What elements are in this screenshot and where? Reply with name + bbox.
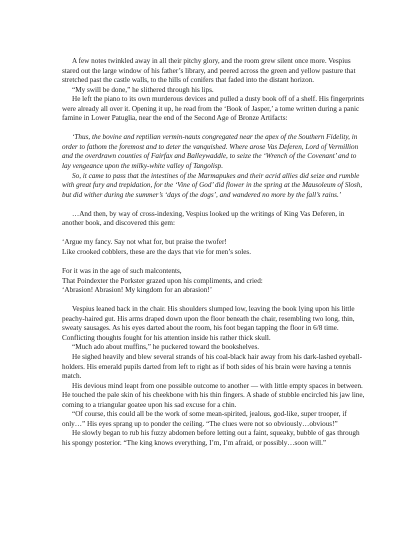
paragraph: “Much ado about muffins,” he puckered toward the bookshelves. <box>72 343 260 352</box>
paragraph: His devious mind leapt from one possible outcome to another — with little empty spaces in between. He touched the pale skin of his cheekbone with his thin fingers. A shade of stubble encircled his jaw line, coming to a triangular goatee upon his sad excuse for a chin. <box>62 381 365 409</box>
verse-line: For it was in the age of such malcontents, <box>62 267 182 276</box>
paragraph-gap <box>62 296 366 306</box>
paragraph: …And then, by way of cross-indexing, Vespius looked up the writings of King Vas Deferen, in another book, and discovered this gem: <box>62 209 345 228</box>
paragraph: He left the piano to its own murderous devices and pulled a dusty book off of a shelf. His fingerprints were already all over it. Opening it up, he read from the ‘Book of Jasper,’ a tome written during a panic famine in Lower Patuglia, near the end of the Second Age of Bronze Artifacts: <box>62 95 365 123</box>
verse-line: ‘Abrasion! Abrasion! My kingdom for an abrasion!’ <box>62 286 213 295</box>
paragraph-gap <box>62 200 366 210</box>
paragraph-gap <box>62 257 366 267</box>
verse-line: Like crooked cobblers, these are the days that vie for men’s soles. <box>62 247 252 256</box>
paragraph: A few notes twinkled away in all their pitchy glory, and the room grew silent once more. Vespius stared out the large window of his father’s library, and peered across the green and yellow pasture that stretched past the castle walls, to the hills of conifers that faded into the distant horizon. <box>62 57 356 85</box>
paragraph: He sighed heavily and blew several strands of his coal-black hair away from his dark-lashed eyeball-holders. His emerald pupils darted from left to right as if both sides of his brain were having a tennis match. <box>62 352 362 381</box>
paragraph: So, it came to pass that the intestines of the Marmapukes and their acrid allies did seize and rumble with great fury and trepidation, for the ‘Vine of God’ did flower in the spring at the Mausoleum of Slosh, but did wither during the summer’s ‘days of the dogs’, and wandered no more by the fall’s rains.’ <box>62 171 363 199</box>
paragraph-gap <box>62 229 366 239</box>
paragraph: He slowly began to rub his fuzzy abdomen before letting out a faint, squeaky, bubble of gas through his spongy posterior. “The king knows everything, I’m, I’m afraid, or possibly…soon will.” <box>62 429 360 447</box>
paragraph-gap <box>62 124 366 134</box>
document-page <box>62 57 366 448</box>
paragraph: Vespius leaned back in the chair. His shoulders slumped low, leaving the book lying upon his little peachy-haired gut. His arms draped down upon the floor beneath the chair, resembling two long, thin, sweaty sausages. As his eyes darted about the room, his foot began tapping the floor in 6/8 time. Conflicting thoughts fought for his attention inside his rather thick skull. <box>62 305 355 342</box>
paragraph: ‘Thus, the bovine and reptilian vermin-nauts congregated near the apex of the Southern Fidelity, in order to fathom the foremost and to deter the vanquished. Where arose Vas Deferen, Lord of Vermillion and the overdrawn counties of Fairfax and Balleywaddle, to seize the ‘Wrench of the Covenant’ and to lay vengeance upon the milky-white valley of Tangolisp. <box>62 133 359 171</box>
paragraph: “Of course, this could all be the work of some mean-spirited, jealous, god-like, super trooper, if only…” His eyes sprang up to ponder the ceiling. “The clues were not so obviously…obvious!” <box>62 410 347 428</box>
verse-line: That Poindexter the Porkster grazed upon his compliments, and cried: <box>62 276 263 285</box>
verse-line: ‘Argue my fancy. Say not what for, but praise the twofer! <box>62 238 227 247</box>
paragraph: “My swill be done,” he slithered through his lips. <box>72 85 214 94</box>
